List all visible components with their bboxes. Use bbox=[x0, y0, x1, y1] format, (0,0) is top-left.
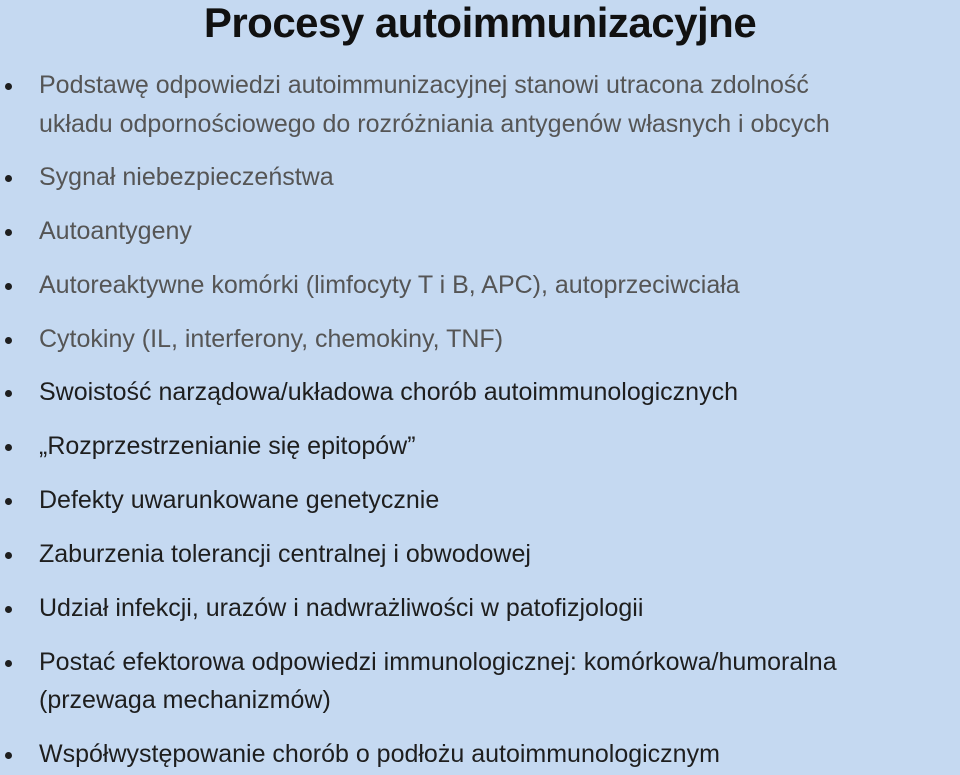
bullet-text-continued: (przewaga mechanizmów) bbox=[39, 686, 331, 714]
bullet-icon bbox=[5, 752, 12, 759]
list-item bbox=[0, 266, 960, 306]
list-item bbox=[0, 66, 960, 144]
bullet-text: Podstawę odpowiedzi autoimmunizacyjnej stanowi utracona zdolność bbox=[39, 71, 809, 99]
list-item bbox=[0, 535, 960, 575]
list-item bbox=[0, 735, 960, 775]
bullet-icon bbox=[5, 229, 12, 236]
bullet-text: Defekty uwarunkowane genetycznie bbox=[39, 486, 440, 514]
list-item bbox=[0, 158, 960, 198]
bullet-icon bbox=[5, 606, 12, 613]
bullet-icon bbox=[5, 660, 12, 667]
list-item bbox=[0, 212, 960, 252]
bullet-text-continued: układu odpornościowego do rozróżniania antygenów własnych i obcych bbox=[39, 110, 830, 138]
bullet-text: Sygnał niebezpieczeństwa bbox=[39, 163, 334, 191]
bullet-text: Autoantygeny bbox=[39, 217, 192, 245]
bullet-icon bbox=[5, 83, 12, 90]
bullet-text: Współwystępowanie chorób o podłożu autoimmunologicznym bbox=[39, 740, 720, 768]
list-item bbox=[0, 320, 960, 360]
bullet-text: Swoistość narządowa/układowa chorób autoimmunologicznych bbox=[39, 378, 738, 406]
list-item bbox=[0, 373, 960, 413]
bullet-icon bbox=[5, 337, 12, 344]
bullet-text: Postać efektorowa odpowiedzi immunologicznej: komórkowa/humoralna bbox=[39, 648, 837, 676]
bullet-text: Udział infekcji, urazów i nadwrażliwości w patofizjologii bbox=[39, 594, 644, 622]
list-item bbox=[0, 589, 960, 629]
list-item bbox=[0, 643, 960, 721]
list-item bbox=[0, 481, 960, 521]
bullet-text: Zaburzenia tolerancji centralnej i obwodowej bbox=[39, 540, 531, 568]
bullet-icon bbox=[5, 498, 12, 505]
list-item bbox=[0, 427, 960, 467]
bullet-text: Autoreaktywne komórki (limfocyty T i B, APC), autoprzeciwciała bbox=[39, 271, 740, 299]
bullet-icon bbox=[5, 552, 12, 559]
bullet-icon bbox=[5, 175, 12, 182]
bullet-icon bbox=[5, 390, 12, 397]
bullet-icon bbox=[5, 444, 12, 451]
bullet-icon bbox=[5, 283, 12, 290]
bullet-text: Cytokiny (IL, interferony, chemokiny, TNF) bbox=[39, 325, 504, 353]
bullet-text: „Rozprzestrzenianie się epitopów” bbox=[39, 432, 416, 460]
slide-title: Procesy autoimmunizacyjne bbox=[203, 0, 757, 46]
